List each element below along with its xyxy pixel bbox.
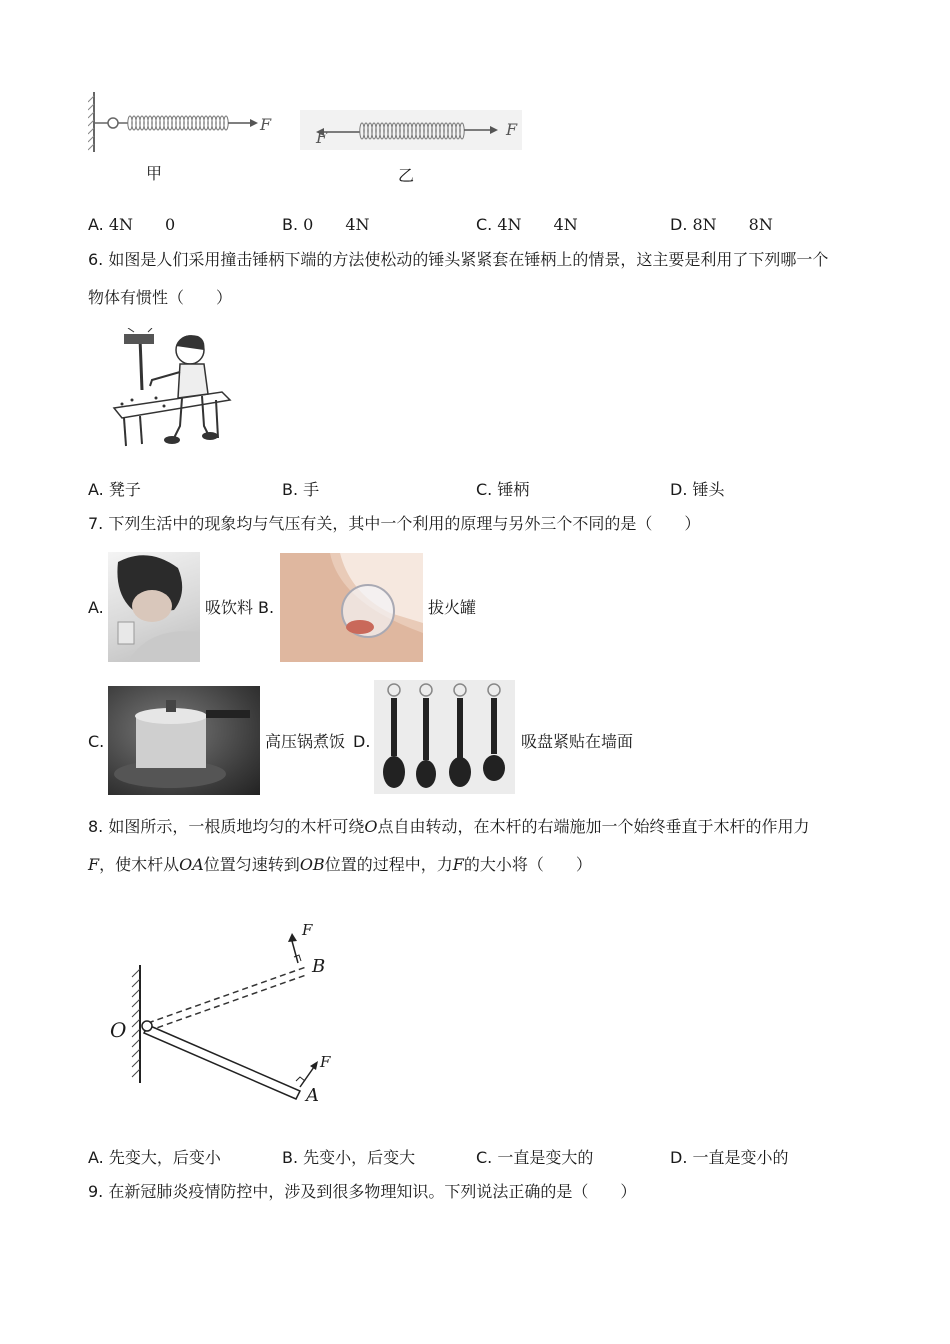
option-text: 一直是变小的 bbox=[692, 1148, 789, 1167]
option-text: 先变小，后变大 bbox=[303, 1148, 416, 1167]
option-text: 8N 8N bbox=[692, 215, 773, 234]
lever-label-f-top: F bbox=[302, 921, 313, 939]
stem-text: 下列生活中的现象均与气压有关，其中一个利用的原理与另外三个不同的是（ ） bbox=[108, 514, 701, 533]
option-text: 4N 4N bbox=[497, 215, 578, 234]
lever-label-a: A bbox=[306, 1085, 319, 1106]
stem-text: 位置的过程中，力 bbox=[324, 855, 453, 874]
position-ob-text: OB bbox=[299, 855, 325, 874]
lever-diagram bbox=[100, 915, 350, 1110]
q7-option-b-letter[interactable]: B. bbox=[258, 598, 275, 617]
option-letter: C. bbox=[476, 215, 493, 234]
q7-option-d-letter[interactable]: D. bbox=[353, 732, 371, 751]
option-letter: C. bbox=[476, 1148, 493, 1167]
option-text: 4N 0 bbox=[108, 215, 176, 234]
option-letter: C. bbox=[476, 480, 493, 499]
figure-label-jia: 甲 bbox=[146, 164, 163, 183]
q6-stem-line2: 物体有惯性（ ） bbox=[88, 288, 233, 307]
option-text: 凳子 bbox=[108, 480, 141, 499]
q7-option-c-text[interactable]: 高压锅煮饭 bbox=[265, 732, 346, 751]
q8-stem-line2 bbox=[88, 855, 592, 875]
force-label-jia: F bbox=[260, 115, 272, 134]
point-o-text: O bbox=[364, 817, 378, 836]
position-oa-text: OA bbox=[179, 855, 204, 874]
q7-option-c-letter[interactable]: C. bbox=[88, 732, 105, 751]
spring-figure-yi bbox=[300, 110, 522, 150]
lever-label-b: B bbox=[312, 956, 326, 977]
force-label-yi-right: F bbox=[506, 120, 518, 139]
q9-stem bbox=[88, 1182, 636, 1202]
option-letter: B. bbox=[282, 480, 299, 499]
stem-text: ，使木杆从 bbox=[99, 855, 180, 874]
option-text: 锤柄 bbox=[497, 480, 530, 499]
question-number: 8. bbox=[88, 817, 104, 836]
q7-option-a-text[interactable]: 吸饮料 bbox=[205, 598, 254, 617]
option-text: 0 4N bbox=[303, 215, 370, 234]
option-letter: D. bbox=[670, 480, 688, 499]
q7-stem bbox=[88, 514, 700, 534]
option-letter: A. bbox=[88, 480, 104, 499]
lever-label-f-bottom: F bbox=[320, 1053, 331, 1071]
option-text: 手 bbox=[303, 480, 320, 499]
q8-option-c[interactable] bbox=[476, 1148, 593, 1168]
question-number: 6. bbox=[88, 250, 104, 269]
option-text: 一直是变大的 bbox=[497, 1148, 594, 1167]
q6-option-a[interactable] bbox=[88, 480, 141, 500]
question-number: 9. bbox=[88, 1182, 104, 1201]
spring-figure-jia bbox=[88, 90, 278, 156]
q8-option-a[interactable] bbox=[88, 1148, 221, 1168]
figure-label-yi: 乙 bbox=[398, 166, 415, 185]
option-letter: D. bbox=[670, 215, 688, 234]
option-letter: B. bbox=[282, 1148, 299, 1167]
q5-option-c[interactable] bbox=[476, 215, 578, 235]
q8-option-d[interactable] bbox=[670, 1148, 789, 1168]
q5-option-b[interactable] bbox=[282, 215, 370, 235]
q7-option-a-letter[interactable]: A. bbox=[88, 598, 104, 617]
q6-option-c[interactable] bbox=[476, 480, 529, 500]
lever-label-o: O bbox=[110, 1018, 127, 1042]
suction-cup-photo bbox=[374, 680, 515, 794]
option-letter: B. bbox=[282, 215, 299, 234]
cupping-photo bbox=[280, 553, 423, 662]
question-number: 7. bbox=[88, 514, 104, 533]
hammer-illustration bbox=[112, 328, 232, 454]
pressure-cooker-photo bbox=[108, 686, 260, 795]
q7-option-d-text[interactable]: 吸盘紧贴在墙面 bbox=[521, 732, 634, 751]
force-label-yi-left: F bbox=[316, 128, 328, 147]
q7-option-b-text[interactable]: 拔火罐 bbox=[428, 598, 477, 617]
stem-text: 的大小将（ ） bbox=[463, 855, 592, 874]
force-f-text: F bbox=[88, 855, 100, 874]
force-f-text: F bbox=[452, 855, 464, 874]
q8-option-b[interactable] bbox=[282, 1148, 415, 1168]
option-text: 锤头 bbox=[692, 480, 725, 499]
stem-text: 如图是人们采用撞击锤柄下端的方法使松动的锤头紧紧套在锤柄上的情景，这主要是利用了下列哪一个 bbox=[108, 250, 829, 269]
drinking-photo bbox=[108, 552, 200, 662]
option-letter: A. bbox=[88, 1148, 104, 1167]
stem-text: 位置匀速转到 bbox=[203, 855, 300, 874]
option-text: 先变大，后变小 bbox=[108, 1148, 221, 1167]
stem-text: 点自由转动，在木杆的右端施加一个始终垂直于木杆的作用力 bbox=[377, 817, 810, 836]
stem-text: 在新冠肺炎疫情防控中，涉及到很多物理知识。下列说法正确的是（ ） bbox=[108, 1182, 637, 1201]
q6-stem-line1 bbox=[88, 250, 828, 270]
q5-option-a[interactable] bbox=[88, 215, 175, 235]
option-letter: A. bbox=[88, 215, 104, 234]
q5-option-d[interactable] bbox=[670, 215, 773, 235]
q8-stem-line1 bbox=[88, 817, 810, 837]
q6-option-d[interactable] bbox=[670, 480, 725, 500]
q6-option-b[interactable] bbox=[282, 480, 319, 500]
stem-text: 如图所示，一根质地均匀的木杆可绕 bbox=[108, 817, 365, 836]
option-letter: D. bbox=[670, 1148, 688, 1167]
